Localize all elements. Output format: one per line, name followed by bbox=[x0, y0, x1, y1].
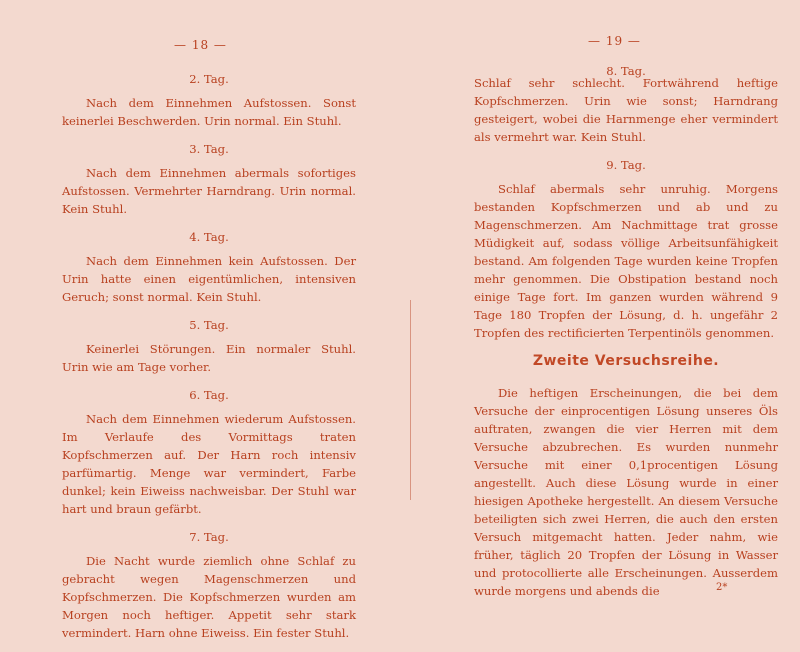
page-number: — 19 — bbox=[588, 34, 641, 48]
day-entry: Keinerlei Störungen. Ein normaler Stuhl. Urin wie am Tage vorher. bbox=[62, 342, 356, 374]
day-entry-continued: Schlaf sehr schlecht. Fortwährend heftige Kopfschmerzen. Urin wie sonst; Harndrang gesteigert, wobei die Harnmenge eher vermindert als vermehrt war. Kein Stuhl. bbox=[474, 76, 778, 144]
page-number: — 18 — bbox=[174, 38, 227, 52]
day-entry: Die Nacht wurde ziemlich ohne Schlaf zu gebracht wegen Magenschmerzen und Kopfschmerzen. Die Kopfschmerzen wurden am Morgen noch heftiger. Appetit sehr stark vermindert. Harn ohne Eiweiss. Ein fester Stuhl. bbox=[62, 554, 356, 640]
day-heading: 7. Tag. bbox=[189, 530, 229, 544]
day-entry: Nach dem Einnehmen kein Aufstossen. Der Urin hatte einen eigentümlichen, intensiven Geruch; sonst normal. Kein Stuhl. bbox=[62, 254, 356, 304]
day-heading: 6. Tag. bbox=[189, 388, 229, 402]
section-paragraph: Die heftigen Erscheinungen, die bei dem Versuche der einprocentigen Lösung unseres Öls auftraten, zwangen die vier Herren mit dem Versuche abzubrechen. Es wurden nunmehr Versuche mit einer 0,1procentigen Lösung angestellt. Auch diese Lösung wurde in einer hiesigen Apotheke hergestellt. An diesem Versuche beteiligten sich zwei Herren, die auch den ersten Versuch mitgemacht hatten. Jeder nahm, wie früher, täglich 20 Tropfen der Lösung in Wasser und protocollierte alle Erscheinungen. Ausserdem wurde morgens und abends die bbox=[474, 386, 778, 598]
day-entry: Nach dem Einnehmen abermals sofortiges Aufstossen. Vermehrter Harndrang. Urin normal. Kein Stuhl. bbox=[62, 166, 356, 216]
day-entry: Schlaf abermals sehr unruhig. Morgens bestanden Kopfschmerzen und ab und zu Magenschmerzen. Am Nachmittage trat grosse Müdigkeit auf, sodass völlige Arbeitsunfähigkeit bestand. Am folgenden Tage wurden keine Tropfen mehr genommen. Die Obstipation bestand noch einige Tage fort. Im ganzen wurden während 9 Tage 180 Tropfen der Lösung, d. h. ungefähr 2 Tropfen des rectificierten Terpentinöls genommen. bbox=[474, 182, 778, 340]
day-heading: 5. Tag. bbox=[189, 318, 229, 332]
day-heading: 8. Tag. bbox=[606, 64, 646, 78]
day-heading: 9. Tag. bbox=[606, 158, 646, 172]
right-page bbox=[410, 0, 800, 631]
day-heading: 3. Tag. bbox=[189, 142, 229, 156]
day-heading: 2. Tag. bbox=[189, 72, 229, 86]
day-entry: Nach dem Einnehmen wiederum Aufstossen. Im Verlaufe des Vormittags traten Kopfschmerzen auf. Der Harn roch intensiv parfümartig. Menge war vermindert, Farbe dunkel; kein Eiweiss nachweisbar. Der Stuhl war hart und braun gefärbt. bbox=[62, 412, 356, 516]
section-heading: Zweite Versuchsreihe. bbox=[532, 353, 720, 369]
page-text bbox=[62, 70, 356, 652]
day-entry: Nach dem Einnehmen Aufstossen. Sonst keinerlei Beschwerden. Urin normal. Ein Stuhl. bbox=[62, 96, 356, 128]
page-text bbox=[474, 62, 778, 610]
signature-mark: 2* bbox=[716, 582, 728, 593]
day-heading: 4. Tag. bbox=[189, 230, 229, 244]
